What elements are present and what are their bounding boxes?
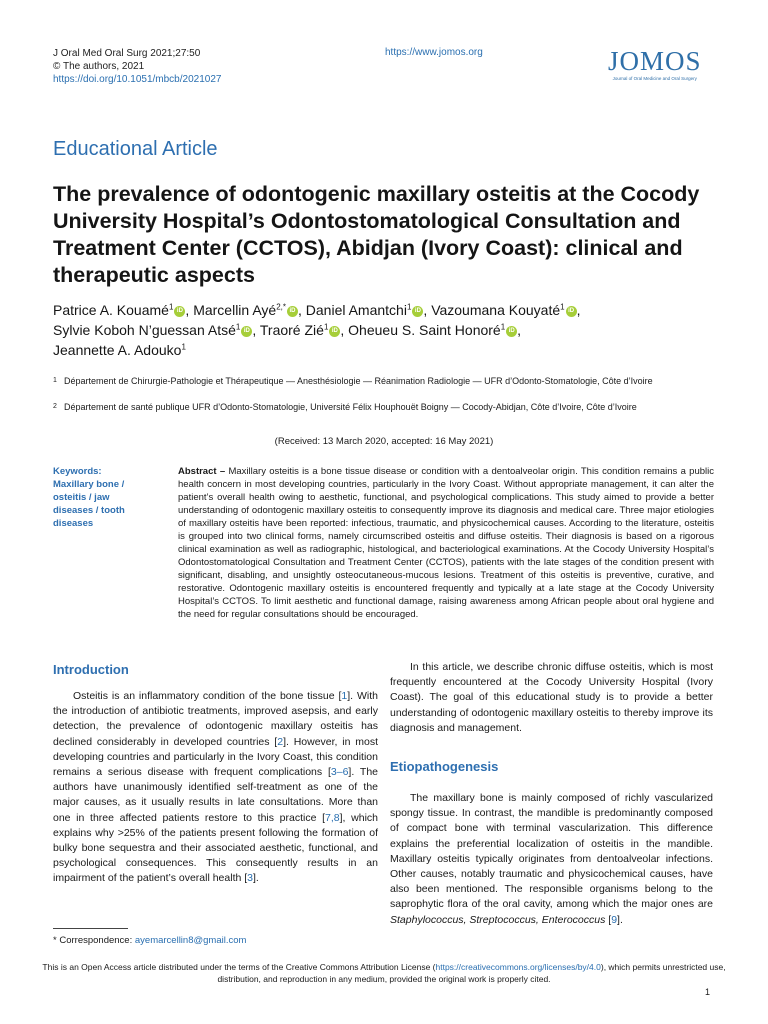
keywords-list: Maxillary bone / osteitis / jaw diseases / tooth diseases [53, 479, 125, 529]
author-affiliation-mark: 1 [323, 322, 329, 332]
etiopathogenesis-heading: Etiopathogenesis [390, 759, 499, 774]
keywords-label: Keywords: [53, 466, 102, 477]
body-text: The maxillary bone is mainly composed of richly vascularized spongy tissue. In contrast, the mandible is predominantly composed of compact bone with terminal vascularization. This difference explains the preferential localization of osteitis in the mandible. Maxillary osteitis typically originates from dentoalveolar infections. Other causes, notably traumatic and physicochemical causes, have also been mentioned. The responsible organisms belong to the saprophytic flora of the oral cavity, among which the major ones are [390, 792, 713, 911]
right-column-intro [390, 660, 713, 736]
body-text: Osteitis is an inflammatory condition of the bone tissue [ [73, 690, 342, 702]
orcid-icon[interactable]: iD [329, 326, 340, 337]
license-text: ), which permits unrestricted use, distribution, and reproduction in any medium, provided the original work is properly cited. [217, 962, 726, 984]
page-number: 1 [705, 987, 711, 997]
affiliation-2 [53, 401, 733, 413]
footnote-mark: * [53, 935, 57, 946]
body-paragraph [390, 791, 713, 928]
abstract-label: Abstract – [178, 466, 226, 477]
author-name: Vazoumana Kouyaté [431, 302, 561, 318]
journal-logo [608, 48, 702, 81]
affiliation-number: 1 [53, 377, 57, 384]
copyright-line: © The authors, 2021 [53, 61, 145, 72]
etiopathogenesis-body [390, 791, 713, 928]
body-text: [ [605, 913, 612, 926]
license-text: This is an Open Access article distributed under the terms of the Creative Commons Attribution License ( [42, 962, 436, 972]
correspondence-email-link[interactable]: ayemarcellin8@gmail.com [134, 935, 247, 946]
article-type: Educational Article [53, 138, 218, 160]
journal-citation: J Oral Med Oral Surg 2021;27:50 [53, 48, 201, 59]
citation-link[interactable]: 3 [247, 872, 254, 885]
logo-wordmark: JOMOS [608, 46, 702, 76]
correspondence-footnote [53, 935, 246, 946]
body-text: ]. The authors have unanimously identified self-treatment as one of the major causes, as it usually results in late consultations. More than one in three affected patients restore to this practice [ [53, 766, 379, 824]
license-notice [40, 961, 728, 985]
author-affiliation-mark: 1 [406, 302, 412, 312]
footnote-label: Correspondence: [59, 935, 133, 946]
body-text: ]. However, in most developing countries and particularly in the Ivory Coast, this condition remains a serious disease with frequent complications [ [53, 735, 378, 779]
orcid-icon[interactable]: iD [412, 306, 423, 317]
orcid-icon[interactable]: iD [506, 326, 517, 337]
abstract [178, 465, 714, 621]
received-dates: (Received: 13 March 2020, accepted: 16 May 2021) [274, 436, 494, 447]
orcid-icon[interactable]: iD [174, 306, 185, 317]
citation-link[interactable]: 3–6 [330, 766, 349, 779]
orcid-icon[interactable]: iD [241, 326, 252, 337]
body-text: ]. With the introduction of antibiotic treatments, improved asepsis, and early detection, the prevalence of odontogenic maxillary osteitis has declined considerably in developed countries [ [53, 690, 378, 748]
citation-link[interactable]: 9 [611, 913, 618, 926]
body-paragraph: In this article, we describe chronic diffuse osteitis, which is most frequently encountered at the Cocody University Hospital (Ivory Coast). The goal of this educational study is to provide a better understanding of odontogenic maxillary osteitis to thereby improve its diagnosis and management. [390, 661, 713, 734]
author-affiliation-mark: 1 [181, 342, 186, 352]
author-affiliation-mark: 1 [168, 302, 174, 312]
introduction-body [53, 689, 378, 887]
affiliation-text: Département de Chirurgie-Pathologie et Thérapeutique — Anesthésiologie — Réanimation Radiologie — UFR d’Odonto-Stomatologie, Côte d’Ivoire [64, 376, 653, 386]
author-name: Jeannette A. Adouko [53, 342, 182, 358]
introduction-heading: Introduction [53, 662, 129, 677]
author-affiliation-mark: 1 [500, 322, 506, 332]
doi-link[interactable]: https://doi.org/10.1051/mbcb/2021027 [53, 74, 222, 85]
license-url-link[interactable]: https://creativecommons.org/licenses/by/4.0 [435, 962, 601, 972]
keywords-block [53, 465, 148, 530]
body-text: ]. [617, 913, 623, 926]
author-name: Daniel Amantchi [305, 302, 407, 318]
article-title: The prevalence of odontogenic maxillary osteitis at the Cocody University Hospital’s Odontostomatological Consultation and Treatment Center (CCTOS), Abidjan (Ivory Coast): clinical and therapeutic aspects [53, 182, 700, 287]
author-name: Sylvie Koboh N’guessan Atsé [53, 322, 236, 338]
citation-link[interactable]: 2 [277, 735, 284, 748]
citation-link[interactable]: 7,8 [325, 811, 340, 824]
affiliation-1 [53, 375, 733, 387]
author-name: Marcellin Ayé [193, 302, 277, 318]
body-text: ]. [253, 872, 259, 885]
orcid-icon[interactable]: iD [287, 306, 298, 317]
abstract-text: Maxillary osteitis is a bone tissue disease or condition with a dentoalveolar origin. This condition remains a public health concern in most developing countries, particularly in the Ivory Coast. Without appropriate management, it can alter the patient’s overall health owing to aesthetic, functional, and psychological complications. This study aimed to provide a better understanding of odontogenic maxillary osteitis to consequently improve its diagnosis and medical care. Three major etiologies of maxillary osteitis have been reported: infectious, traumatic, and physicochemical causes. According to the literature, osteitis is grouped into two clinical forms, namely circumscribed osteitis and diffuse osteitis. Their diagnosis is based on a rigorous clinical examination as well as radiographic, histological, and bacteriological examinations. At the Cocody University Hospital’s Odontostomatological Consultation and Treatment Center (CCTOS), patients with the late stages of the condition present with significant, disabling, and unsightly osteocutaneous-mucous lesions. Treatment of this osteitis is preventive, curative, and restorative. Odontogenic maxillary osteitis is encountered frequently and typically at a late stage at the Cocody University Hospital’s CCTOS. To limit aesthetic and functional damage, raising awareness among African people about oral hygiene and the need for regular consultations should be encouraged. [178, 466, 714, 620]
footnote-divider [53, 928, 128, 929]
author-affiliation-mark: 1 [560, 302, 565, 312]
species-names: Staphylococcus, Streptococcus, Enterococcus [390, 913, 606, 926]
author-affiliation-mark: 1 [235, 322, 241, 332]
introduction-paragraph [53, 689, 378, 887]
journal-meta [53, 47, 221, 86]
journal-website-link[interactable]: https://www.jomos.org [385, 47, 483, 58]
author-list: Patrice A. Kouamé$^1$ iD , Marcellin Ayé$^{2,*}$ iD , Daniel Amantchi$^1$ iD , Vazoumana Kouyaté$^1$ iD , Sylvie Koboh N’guessan Atsé$^1$ iD , Traoré Zié$^1$ iD , Oheueu S. Saint Honoré$^1$ iD , Jeannette A. Adouko$^1$ [53, 302, 581, 358]
author-name: Oheueu S. Saint Honoré [348, 322, 501, 338]
author-affiliation-mark: 2,* [276, 302, 286, 312]
author-name: Patrice A. Kouamé [53, 302, 169, 318]
author-name: Traoré Zié [259, 322, 324, 338]
body-text: ], which explains why >25% of the patients present following the formation of bulky bone sequestra and their associated aesthetic, functional, and psychological consequences. This consequently results in an impairment of the patient’s overall health [ [53, 811, 378, 885]
affiliation-text: Département de santé publique UFR d’Odonto-Stomatologie, Université Félix Houphouët Boigny — Cocody-Abidjan, Côte d’Ivoire, Côte d’Ivoire [64, 402, 637, 412]
citation-link[interactable]: 1 [341, 690, 348, 702]
affiliation-number: 2 [53, 403, 57, 410]
logo-subtitle: Journal of Oral Medicine and Oral Surgery [612, 76, 697, 81]
orcid-icon[interactable]: iD [566, 306, 577, 317]
